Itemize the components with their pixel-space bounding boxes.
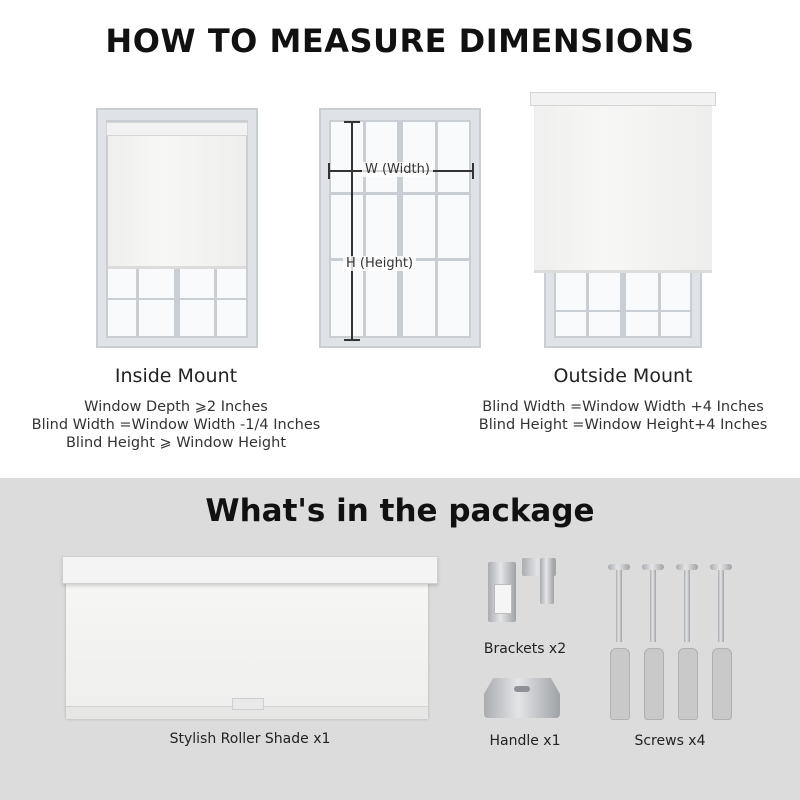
handle-icon [484,672,560,720]
height-dimension-line [351,122,353,340]
bracket-icon [484,556,556,636]
spec-line: Blind Width =Window Width +4 Inches [482,399,764,415]
width-label: W (Width) [362,162,433,177]
handle-caption: Handle x1 [489,733,561,749]
measure-window-icon [319,108,481,348]
inside-mount-window-icon [96,108,258,348]
shade-headrail [106,122,248,136]
outside-mount-window-icon [530,92,716,350]
shade-headrail [530,92,716,106]
inside-mount-specs [26,398,326,452]
outside-mount-title: Outside Mount [553,365,693,387]
shade-fabric [108,136,246,268]
roller-shade-caption: Stylish Roller Shade x1 [169,731,331,747]
brackets-caption: Brackets x2 [483,641,567,657]
inside-mount-title: Inside Mount [114,365,238,387]
spec-line: Blind Height ⩾ Window Height [65,435,287,451]
spec-line: Blind Height =Window Height+4 Inches [478,417,768,433]
shade-fabric [534,106,712,272]
outside-mount-specs [473,398,773,434]
screw-icon [606,562,734,722]
height-label: H (Height) [343,256,416,271]
roller-shade-icon [62,556,438,722]
screws-caption: Screws x4 [634,733,706,749]
spec-line: Blind Width =Window Width -1/4 Inches [31,417,321,433]
package-title: What's in the package [205,493,595,529]
spec-line: Window Depth ⩾2 Inches [84,399,268,415]
page-title: HOW TO MEASURE DIMENSIONS [105,22,695,60]
